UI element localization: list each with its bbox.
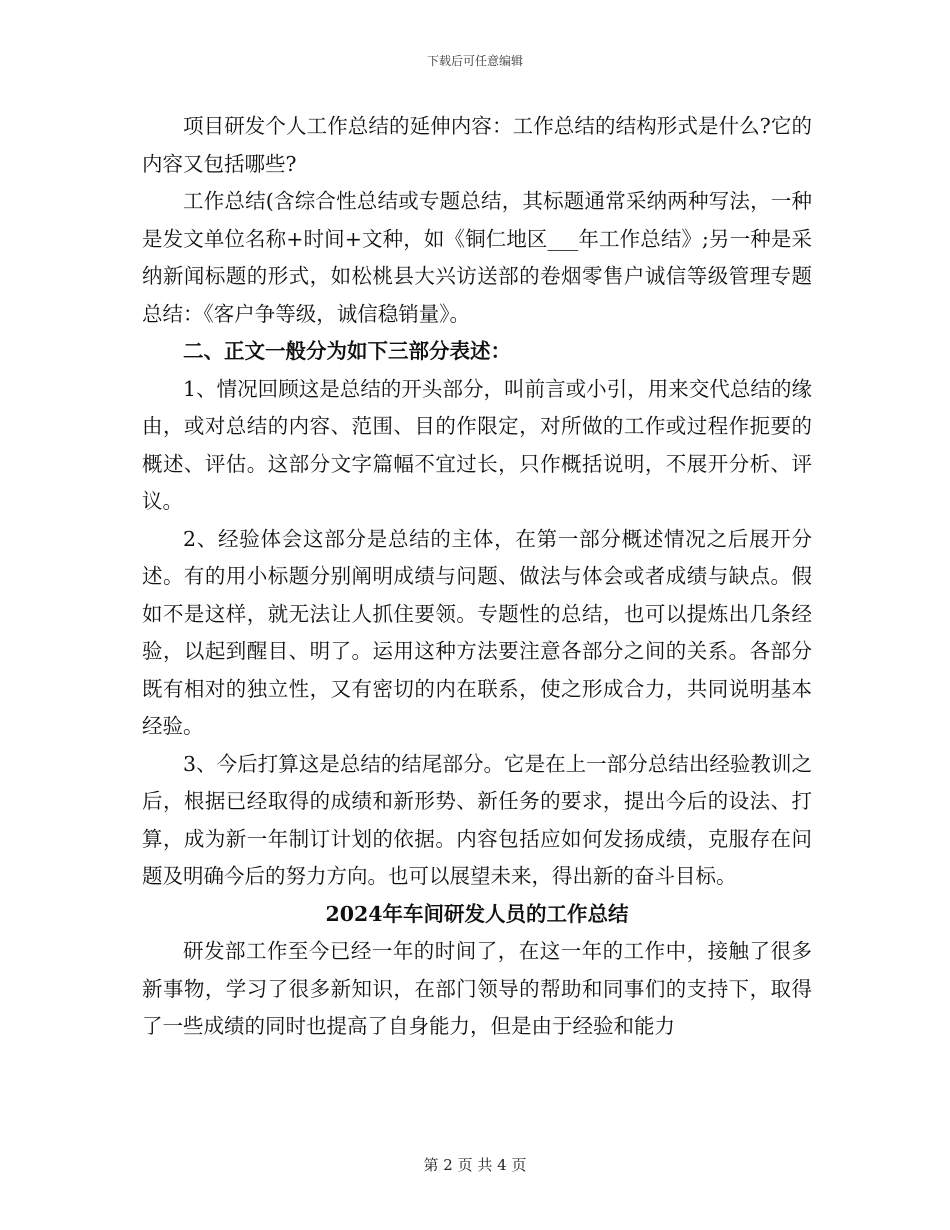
page-header: 下载后可任意编辑 bbox=[426, 54, 523, 68]
paragraph-title-formats: 工作总结(含综合性总结或专题总结，其标题通常采纳两种写法，一种是发文单位名称+时间+文种，如《铜仁地区___年工作总结》;另一种是采纳新闻标题的形式，如松桃县大兴访送部的卷烟零售户诚信等级管理专题总结：《客户争等级，诚信稳销量》。 bbox=[142, 189, 812, 326]
document-title: 2024年车间研发人员的工作总结 bbox=[325, 901, 629, 926]
paragraph-intro: 项目研发个人工作总结的延伸内容：工作总结的结构形式是什么?它的内容又包括哪些? bbox=[142, 114, 812, 176]
paragraph-experience: 2、经验体会这部分是总结的主体，在第一部分概述情况之后展开分述。有的用小标题分别阐明成绩与问题、做法与体会或者成绩与缺点。假如不是这样，就无法让人抓住要领。专题性的总结，也可以提炼出几条经验，以起到醒目、明了。运用这种方法要注意各部分之间的关系。各部分既有相对的独立性，又有密切的内在联系，使之形成合力，共同说明基本经验。 bbox=[142, 526, 812, 738]
page-number: 第 2 页 共 4 页 bbox=[423, 1156, 527, 1174]
section-heading: 二、正文一般分为如下三部分表述： bbox=[183, 339, 511, 363]
paragraph-rd-summary: 研发部工作至今已经一年的时间了，在这一年的工作中，接触了很多新事物，学习了很多新知识，在部门领导的帮助和同事们的支持下，取得了一些成绩的同时也提高了自身能力，但是由于经验和能力 bbox=[142, 939, 812, 1038]
document-body bbox=[142, 108, 812, 1046]
paragraph-review: 1、情况回顾这是总结的开头部分，叫前言或小引，用来交代总结的缘由，或对总结的内容、范围、目的作限定，对所做的工作或过程作扼要的概述、评估。这部分文字篇幅不宜过长，只作概括说明，不展开分析、评议。 bbox=[142, 376, 812, 513]
paragraph-plans: 3、今后打算这是总结的结尾部分。它是在上一部分总结出经验教训之后，根据已经取得的成绩和新形势、新任务的要求，提出今后的设法、打算，成为新一年制订计划的依据。内容包括应如何发扬成绩，克服存在问题及明确今后的努力方向。也可以展望未来，得出新的奋斗目标。 bbox=[142, 751, 812, 888]
